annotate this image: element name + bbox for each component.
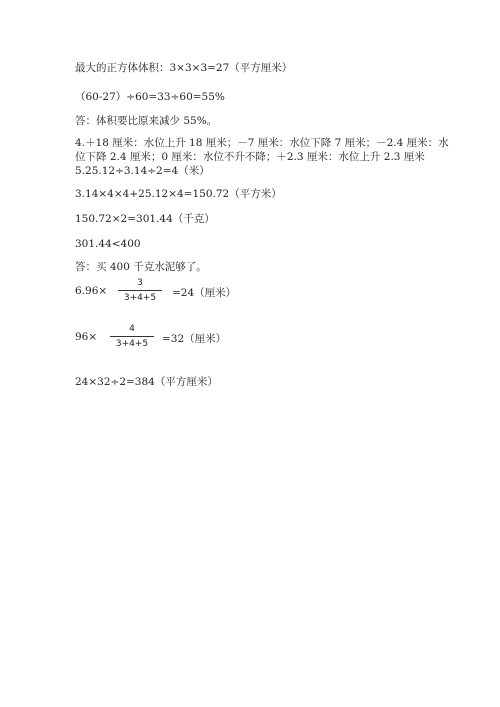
answer-cement-line: 答：买 400 千克水泥够了。 bbox=[75, 261, 207, 273]
answer-volume-line: 答：体积要比原来减少 55%。 bbox=[75, 115, 218, 127]
water-level-line-2: 位下降 2.4 厘米；0 厘米：水位不升不降；＋2.3 厘米：水位上升 2.3 厘米 bbox=[75, 151, 425, 163]
triangle-area-line: 24×32÷2=384（平方厘米） bbox=[75, 376, 218, 388]
weight-calc-line: 150.72×2=301.44（千克） bbox=[75, 213, 215, 225]
fraction-1 bbox=[118, 277, 162, 304]
fraction-1-bar bbox=[118, 290, 162, 291]
fraction-1-suffix: =24（厘米） bbox=[172, 287, 237, 299]
fraction-calc-2 bbox=[75, 323, 275, 353]
cube-volume-line: 最大的正方体体积：3×3×3=27（平方厘米） bbox=[75, 62, 293, 74]
area-calc-line: 3.14×4×4+25.12×4=150.72（平方米） bbox=[75, 188, 282, 200]
fraction-2 bbox=[110, 323, 154, 350]
fraction-1-prefix: 6.96× bbox=[75, 285, 108, 297]
fraction-2-bar bbox=[110, 336, 154, 337]
fraction-calc-1 bbox=[75, 277, 275, 307]
water-level-line-1: 4.＋18 厘米：水位上升 18 厘米；－7 厘米：水位下降 7 厘米；－2.4 厘米：水 bbox=[75, 137, 449, 149]
comparison-line: 301.44<400 bbox=[75, 238, 141, 250]
fraction-2-suffix: =32（厘米） bbox=[162, 333, 227, 345]
radius-calc-line: 5.25.12÷3.14÷2=4（米） bbox=[75, 165, 210, 177]
fraction-2-prefix: 96× bbox=[75, 331, 98, 343]
fraction-1-numerator: 3 bbox=[137, 278, 143, 288]
fraction-2-denominator: 3+4+5 bbox=[115, 339, 149, 349]
fraction-2-numerator: 4 bbox=[129, 324, 135, 334]
percent-calc-line: （60-27）÷60=33÷60=55% bbox=[75, 91, 225, 103]
fraction-1-denominator: 3+4+5 bbox=[123, 293, 157, 303]
